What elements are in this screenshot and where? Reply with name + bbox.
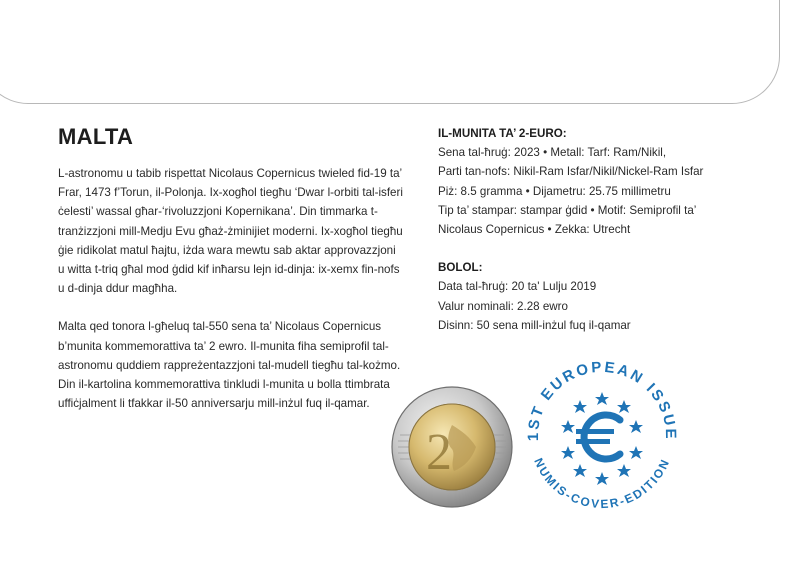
coin-spec-line: Sena tal-ħruġ: 2023 • Metall: Tarf: Ram/Nikil, [438, 146, 667, 160]
coin-spec-line: Nicolaus Copernicus • Zekka: Utrecht [438, 223, 631, 237]
postmark-stars [561, 392, 643, 485]
coin-spec-line: Piż: 8.5 gramma • Dijametru: 25.75 millimetru [438, 184, 671, 198]
description-paragraph-2: Malta qed tonora l-għeluq tal-550 sena ta’ Nicolaus Copernicus b’munita kommemorattiva ta’ 2 ewro. Il-munita fiha semiprofil tal-astronomu quddiem rappreżentazzjoni tal-mudell tiegħu tal-kożmo. Din il-kartolina kommemorattiva tinkludi l-munita u bolla ttimbrata uffiċjalment li tfakkar il-50 anniversarju mill-inżul fuq il-qamar. [58, 320, 401, 411]
coin-denomination: 2 [426, 424, 452, 481]
country-title: MALTA [58, 124, 134, 149]
stamp-spec-line: Data tal-ħruġ: 20 ta' Lulju 2019 [438, 280, 597, 294]
description-paragraph-1: L-astronomu u tabib rispettat Nicolaus Copernicus twieled fid-19 ta’ Frar, 1473 f’Torun, il-Polonja. Ix-xogħol tiegħu ‘Dwar l-orbiti tal-isferi ċelesti’ wassal għar-‘rivoluzzjoni Kopernikana’. Din timmarka t-tranżizzjoni mill-Medju Evu għaż-żminijiet moderni. Ix-xogħol tiegħu ġie ridikolat matul ħajtu, iżda wara mewtu sab aktar approvazzjoni u witta t-triq għal mod ġdid kif inħarsu lejn id-dinja: ix-xemx fin-nofs u d-dinja ddur magħha. [58, 167, 403, 296]
stamp-spec-line: Disinn: 50 sena mill-inżul fuq il-qamar [438, 318, 631, 332]
specs-column [438, 124, 778, 335]
coin-spec-line: Tip ta’ stampar: stampar ġdid • Motif: Semiprofil ta’ [438, 203, 697, 217]
stamp-spec-line: Valur nominali: 2.28 ewro [438, 299, 568, 313]
coin-specs-title: IL-MUNITA TA’ 2-EURO: [438, 127, 567, 140]
description-column [58, 124, 403, 432]
postmark-bottom-text: NUMIS-COVER-EDITION [531, 455, 673, 512]
first-issue-postmark [516, 350, 688, 522]
euro-symbol-icon [576, 415, 620, 459]
postmark-top-text: 1ST EUROPEAN ISSUE [524, 358, 680, 442]
two-euro-coin-image [390, 385, 514, 509]
coin-window-cutout [0, 0, 780, 104]
stamp-specs-title: BOLOL: [438, 261, 483, 275]
coin-spec-line: Parti tan-nofs: Nikil-Ram Isfar/Nikil/Nickel-Ram Isfar [438, 165, 704, 179]
